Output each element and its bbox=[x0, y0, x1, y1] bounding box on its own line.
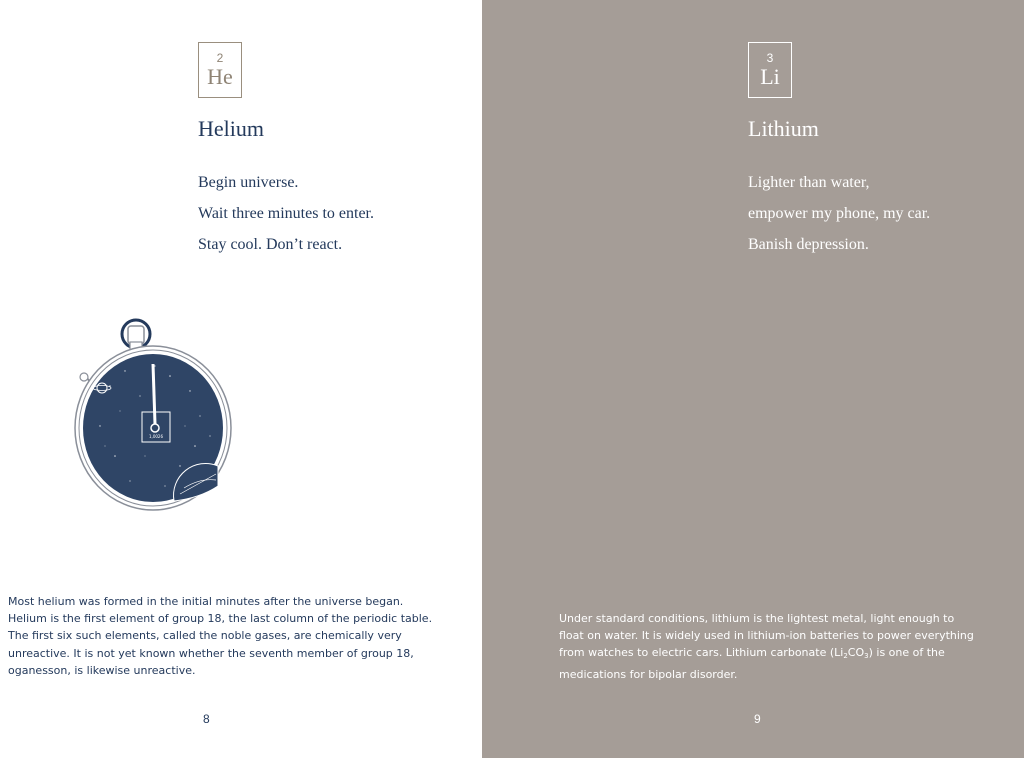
poem-line: Lighter than water, bbox=[748, 174, 870, 191]
poem-line: Begin universe. bbox=[198, 174, 299, 191]
formula-suffix: ) is one of the bbox=[868, 646, 945, 660]
formula-prefix: from watches to electric cars. Lithium carbonate (Li bbox=[559, 646, 844, 660]
body-line: oganesson, is likewise unreactive. bbox=[8, 663, 196, 677]
body-line: Helium is the first element of group 18, the last column of the periodic table. bbox=[8, 612, 433, 626]
body-paragraph bbox=[559, 610, 979, 683]
body-line: unreactive. It is not yet known whether the seventh member of group 18, bbox=[8, 646, 414, 660]
right-page bbox=[482, 0, 1024, 758]
element-tile-helium bbox=[198, 42, 242, 98]
body-line-formula bbox=[559, 644, 979, 665]
poem-line: Stay cool. Don’t react. bbox=[198, 236, 343, 253]
left-page bbox=[0, 0, 482, 758]
body-line: float on water. It is widely used in lithium-ion batteries to power everything bbox=[559, 629, 974, 643]
formula-subscript: 3 bbox=[864, 652, 869, 661]
body-line: Under standard conditions, lithium is the lightest metal, light enough to bbox=[559, 612, 955, 625]
poem-line: empower my phone, my car. bbox=[748, 205, 931, 222]
formula-subscript: 2 bbox=[843, 652, 848, 661]
element-symbol: He bbox=[207, 64, 233, 89]
element-name: Lithium bbox=[748, 116, 819, 141]
element-symbol: Li bbox=[760, 64, 780, 89]
body-paragraph bbox=[8, 593, 433, 679]
page-number: 8 bbox=[203, 712, 210, 726]
element-name: Helium bbox=[198, 116, 264, 141]
poem-line: Wait three minutes to enter. bbox=[198, 205, 374, 222]
page-number: 9 bbox=[754, 712, 761, 726]
stopwatch-illustration bbox=[70, 316, 240, 516]
poem bbox=[198, 172, 374, 265]
atomic-number: 2 bbox=[216, 51, 224, 65]
atomic-number: 3 bbox=[766, 51, 774, 65]
body-line: The first six such elements, called the noble gases, are chemically very bbox=[8, 629, 402, 643]
poem bbox=[748, 172, 930, 265]
body-line: Most helium was formed in the initial minutes after the universe began. bbox=[8, 595, 404, 608]
element-tile-lithium bbox=[748, 42, 792, 98]
poem-line: Banish depression. bbox=[748, 236, 869, 253]
formula-mid: CO bbox=[847, 646, 865, 660]
body-line: medications for bipolar disorder. bbox=[559, 667, 738, 681]
dial-readout: 1,0026 bbox=[149, 434, 163, 439]
